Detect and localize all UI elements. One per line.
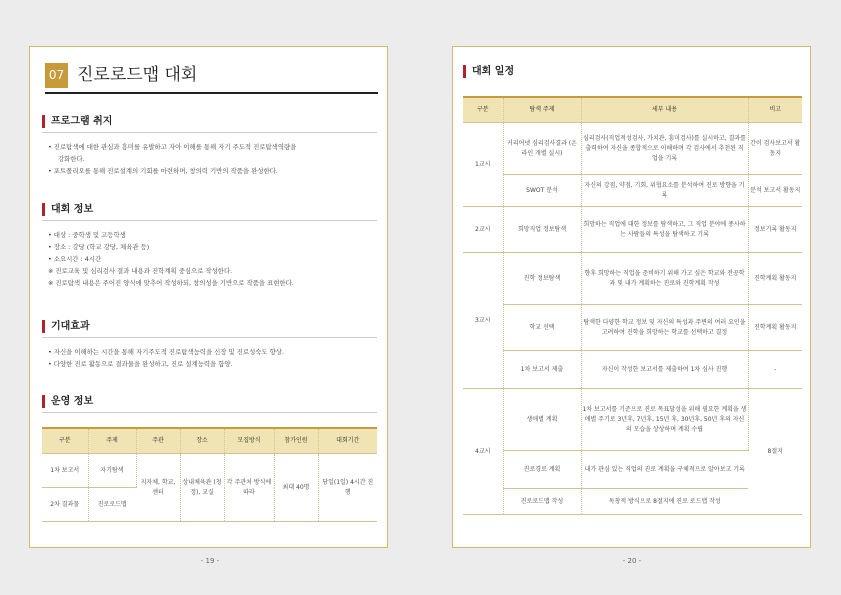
divider bbox=[42, 337, 377, 338]
divider bbox=[42, 132, 377, 133]
right-page bbox=[452, 46, 811, 548]
page-number: - 19 - bbox=[200, 557, 220, 565]
topic-cell: SWOT 분석 bbox=[503, 175, 581, 207]
section-heading: 기대효과 bbox=[42, 320, 90, 333]
schedule-table bbox=[463, 96, 802, 515]
table-cell: 지자체, 학교, 센터 bbox=[136, 454, 180, 522]
table-header: 구분 bbox=[42, 428, 88, 454]
note-cell: 간이 검사보고서 활동지 bbox=[748, 123, 802, 175]
table-row bbox=[463, 389, 802, 451]
detail-cell: 향후 희망하는 직업을 준비하기 위해 가고 싶은 학교와 전공학과 및 내가 계획하는 진로와 진학계획 작성 bbox=[581, 253, 748, 305]
period-cell: 3교시 bbox=[463, 253, 503, 389]
table-row bbox=[42, 454, 377, 488]
bullet: • 다양한 진로 활동으로 결과물을 완성하고, 진로 설계능력을 함양. bbox=[48, 360, 233, 368]
table-header: 참가인원 bbox=[274, 428, 318, 454]
table-row bbox=[463, 351, 802, 389]
topic-cell: 학교 선택 bbox=[503, 305, 581, 351]
table-header: 세부 내용 bbox=[581, 97, 748, 123]
section-number: 07 bbox=[45, 63, 68, 88]
section-heading: 대회 정보 bbox=[42, 203, 93, 216]
detail-cell: 희망하는 직업에 대한 정보를 탐색하고, 그 직업 분야에 종사하는 사람들의 특성을 탐색하고 기록 bbox=[581, 207, 748, 253]
table-row bbox=[463, 253, 802, 305]
note-cell: - bbox=[748, 351, 802, 389]
section-body bbox=[48, 229, 378, 289]
table-header: 주관 bbox=[136, 428, 180, 454]
table-cell: 자기탐색 bbox=[88, 454, 136, 488]
period-cell: 4교시 bbox=[463, 389, 503, 515]
bullet: • 진로탐색에 대한 관심과 흥미를 유발하고 자아 이해를 통해 자기 주도적 진로탐색역량을 bbox=[48, 143, 297, 151]
section-heading: 운영 정보 bbox=[42, 395, 93, 408]
table-cell: 1차 보고서 bbox=[42, 454, 88, 488]
table-header: 장소 bbox=[180, 428, 224, 454]
table-row bbox=[463, 305, 802, 351]
period-cell: 1교시 bbox=[463, 123, 503, 207]
topic-cell: 진학 정보탐색 bbox=[503, 253, 581, 305]
note-cell: 8절지 bbox=[748, 389, 802, 515]
table-header: 모집방식 bbox=[224, 428, 274, 454]
note: ※ 진로교육 및 심리검사 결과 내용과 진학계획 중심으로 작성한다. bbox=[48, 267, 233, 275]
table-row bbox=[463, 123, 802, 175]
topic-cell: 진로로드맵 작성 bbox=[503, 489, 581, 515]
table-cell: 상내체육관 (청정), 교실 bbox=[180, 454, 224, 522]
detail-cell: 심리검사(직업적성검사, 가치관, 흥미검사)를 실시하고, 결과를 출력하여 자신을 종합적으로 이해하며 각 검사에서 추천된 직업을 기록 bbox=[581, 123, 748, 175]
operation-table bbox=[42, 427, 377, 522]
table-cell: 각 주관처 방식에 따라 bbox=[224, 454, 274, 522]
table-cell: 2차 결과물 bbox=[42, 488, 88, 522]
bullet: • 대상 : 중학생 및 고등학생 bbox=[48, 231, 126, 239]
bullet: • 자신을 이해하는 시간을 통해 자기주도적 진로탐색능력을 신장 및 진로성숙도 향상. bbox=[48, 348, 285, 356]
left-page bbox=[29, 46, 388, 548]
note-cell: 진학계획 활동지 bbox=[748, 305, 802, 351]
section-heading: 프로그램 취지 bbox=[42, 115, 112, 128]
topic-cell: 생애별 계획 bbox=[503, 389, 581, 451]
table-header: 탐색 주제 bbox=[503, 97, 581, 123]
table-row bbox=[463, 207, 802, 253]
page-title-bar bbox=[45, 62, 378, 94]
divider bbox=[42, 412, 377, 413]
bullet: • 장소 : 강당 (학교 강당, 체육관 등) bbox=[48, 243, 150, 251]
table-header: 대회기간 bbox=[318, 428, 377, 454]
detail-cell: 독창적 방식으로 8절지에 진로 로드맵 작성 bbox=[581, 489, 748, 515]
note: ※ 진로탐색 내용은 주어진 양식에 맞추어 작성하되, 창의성을 기반으로 작품을 표현한다. bbox=[48, 279, 294, 287]
table-cell: 진로로드맵 bbox=[88, 488, 136, 522]
note-cell: 정보기록 활동지 bbox=[748, 207, 802, 253]
section-body bbox=[48, 141, 378, 177]
divider bbox=[42, 220, 377, 221]
detail-cell: 내가 관심 있는 직업의 진로 계획을 구체적으로 알아보고 기록 bbox=[581, 451, 748, 489]
bullet: • 포트폴리오를 통해 진로설계의 기회를 마련하며, 창의력 기반의 작품을 완성한다. bbox=[48, 167, 278, 175]
topic-cell: 1차 보고서 제출 bbox=[503, 351, 581, 389]
table-header: 주제 bbox=[88, 428, 136, 454]
bullet-cont: 강화한다. bbox=[58, 155, 85, 163]
page-number: - 20 - bbox=[622, 557, 642, 565]
topic-cell: 커리어넷 심리검사결과 (온라인 개별 실시) bbox=[503, 123, 581, 175]
topic-cell: 희망직업 정보탐색 bbox=[503, 207, 581, 253]
table-header: 구분 bbox=[463, 97, 503, 123]
note-cell: 진학계획 활동지 bbox=[748, 253, 802, 305]
table-header: 비고 bbox=[748, 97, 802, 123]
table-row bbox=[463, 175, 802, 207]
topic-cell: 진로경로 계획 bbox=[503, 451, 581, 489]
detail-cell: 1차 보고서를 기준으로 진로 목표달성을 위해 필요한 계획을 생애별 주기로 3년후, 7년후, 15년 후, 30년후, 50년 후의 자신의 모습을 상상하며 계획 수립 bbox=[581, 389, 748, 451]
bullet: • 소요시간 : 4시간 bbox=[48, 255, 102, 263]
note-cell: 분석 보고서 활동지 bbox=[748, 175, 802, 207]
detail-cell: 탐색한 다양한 학교 정보 및 자신의 특성과 주변의 여러 요인을 고려하여 진학을 희망하는 학교를 선택하고 결정 bbox=[581, 305, 748, 351]
table-cell: 최대 40명 bbox=[274, 454, 318, 522]
period-cell: 2교시 bbox=[463, 207, 503, 253]
table-cell: 당일(1일) 4시간 진행 bbox=[318, 454, 377, 522]
detail-cell: 자신이 작성한 보고서를 제출하여 1차 심사 진행 bbox=[581, 351, 748, 389]
section-heading: 대회 일정 bbox=[463, 65, 514, 78]
page-title: 진로로드맵 대회 bbox=[77, 65, 198, 85]
section-body bbox=[48, 346, 378, 370]
detail-cell: 자신의 강점, 약점, 기회, 위협요소를 분석하여 진로 방향을 기록 bbox=[581, 175, 748, 207]
